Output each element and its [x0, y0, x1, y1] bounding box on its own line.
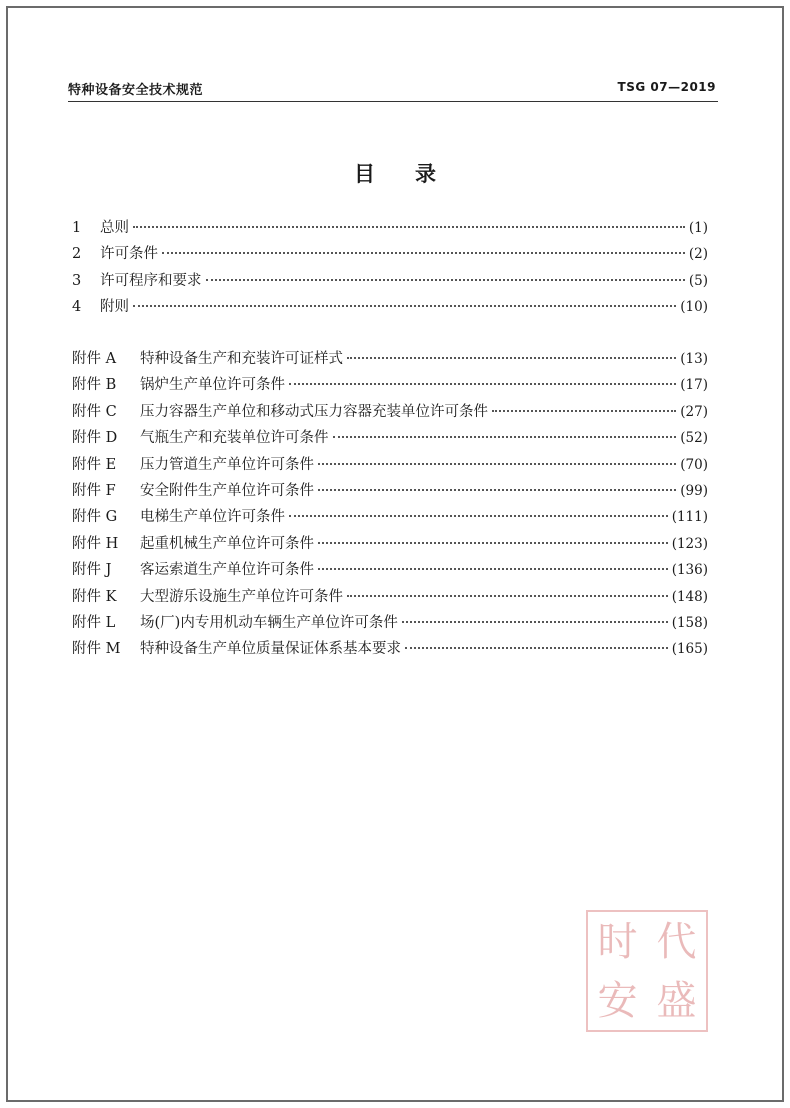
- header-standard-code: TSG 07—2019: [617, 80, 716, 94]
- dot-leader: [289, 383, 676, 385]
- page-number: (148): [671, 588, 708, 605]
- dot-leader: [318, 463, 676, 465]
- chapter-number: 3: [72, 272, 82, 289]
- dot-leader: [133, 305, 676, 307]
- dot-leader: [318, 542, 668, 544]
- annex-row[interactable]: [72, 347, 708, 373]
- annex-title: 压力管道生产单位许可条件: [140, 456, 314, 473]
- annex-title: 特种设备生产和充装许可证样式: [140, 351, 343, 367]
- page-number: (70): [680, 456, 708, 473]
- dot-leader: [318, 489, 676, 491]
- chapter-number: 2: [72, 246, 82, 263]
- annex-row[interactable]: [72, 479, 708, 505]
- stamp-char: 代: [656, 918, 697, 965]
- dot-leader: [162, 252, 685, 254]
- dot-leader: [289, 515, 668, 517]
- annex-row[interactable]: [72, 426, 708, 452]
- annex-key: 附件 H: [72, 535, 119, 552]
- annex-row[interactable]: [72, 637, 708, 663]
- toc-annexes: [72, 347, 708, 664]
- header-series-title: 特种设备安全技术规范: [68, 83, 204, 98]
- annex-row[interactable]: [72, 558, 708, 584]
- annex-title: 场(厂)内专用机动车辆生产单位许可条件: [140, 614, 398, 631]
- annex-key: 附件 C: [72, 403, 117, 420]
- annex-row[interactable]: [72, 373, 708, 399]
- annex-row[interactable]: [72, 453, 708, 479]
- page-number: (27): [680, 403, 708, 420]
- dot-leader: [402, 621, 668, 623]
- annex-title: 大型游乐设施生产单位许可条件: [140, 588, 343, 605]
- annex-row[interactable]: [72, 611, 708, 637]
- dot-leader: [206, 279, 685, 281]
- chapter-title: 许可程序和要求: [100, 272, 202, 289]
- page-title: 目录: [354, 162, 476, 186]
- annex-title: 特种设备生产单位质量保证体系基本要求: [140, 641, 401, 658]
- toc-chapters: [72, 216, 708, 322]
- page-number: (99): [680, 482, 708, 499]
- toc-row[interactable]: [72, 269, 708, 295]
- page-number: (165): [671, 641, 708, 658]
- stamp-char: 盛: [656, 977, 697, 1024]
- page-number: (136): [671, 562, 708, 579]
- chapter-number: 1: [72, 220, 82, 236]
- annex-title: 气瓶生产和充装单位许可条件: [140, 430, 329, 447]
- dot-leader: [492, 410, 676, 412]
- dot-leader: [333, 436, 677, 438]
- annex-key: 附件 K: [72, 588, 117, 605]
- watermark-stamp: [586, 910, 708, 1032]
- annex-title: 压力容器生产单位和移动式压力容器充装单位许可条件: [140, 403, 488, 420]
- running-header: [68, 77, 718, 102]
- chapter-number: 4: [72, 299, 82, 316]
- chapter-title: 许可条件: [100, 246, 158, 263]
- annex-key: 附件 D: [72, 430, 118, 447]
- page-number: (13): [680, 351, 708, 367]
- annex-row[interactable]: [72, 505, 708, 531]
- stamp-char: 时: [597, 918, 638, 965]
- page-number: (10): [680, 299, 708, 316]
- dot-leader: [318, 568, 668, 570]
- dot-leader: [347, 357, 676, 359]
- annex-key: 附件 B: [72, 377, 117, 394]
- dot-leader: [347, 595, 668, 597]
- annex-title: 安全附件生产单位许可条件: [140, 482, 314, 499]
- toc-row[interactable]: [72, 216, 708, 242]
- dot-leader: [133, 226, 685, 228]
- toc-row[interactable]: [72, 295, 708, 321]
- annex-key: 附件 F: [72, 482, 116, 499]
- annex-row[interactable]: [72, 585, 708, 611]
- page-number: (2): [688, 246, 708, 263]
- chapter-title: 附则: [100, 299, 129, 316]
- annex-key: 附件 E: [72, 456, 117, 473]
- annex-title: 锅炉生产单位许可条件: [140, 377, 285, 394]
- chapter-title: 总则: [100, 220, 129, 236]
- annex-key: 附件 M: [72, 641, 121, 658]
- stamp-char: 安: [597, 977, 638, 1024]
- page-number: (123): [671, 535, 708, 552]
- page-number: (1): [688, 220, 708, 236]
- toc-row[interactable]: [72, 242, 708, 268]
- page-number: (5): [688, 272, 708, 289]
- annex-title: 起重机械生产单位许可条件: [140, 535, 314, 552]
- annex-row[interactable]: [72, 532, 708, 558]
- annex-title: 电梯生产单位许可条件: [140, 509, 285, 526]
- annex-key: 附件 J: [72, 562, 112, 579]
- annex-key: 附件 L: [72, 614, 116, 631]
- page-number: (52): [680, 430, 708, 447]
- page-number: (17): [680, 377, 708, 394]
- annex-key: 附件 A: [72, 351, 117, 367]
- page-number: (111): [671, 509, 708, 526]
- annex-title: 客运索道生产单位许可条件: [140, 562, 314, 579]
- annex-row[interactable]: [72, 400, 708, 426]
- annex-key: 附件 G: [72, 509, 118, 526]
- page-number: (158): [671, 614, 708, 631]
- dot-leader: [405, 647, 668, 649]
